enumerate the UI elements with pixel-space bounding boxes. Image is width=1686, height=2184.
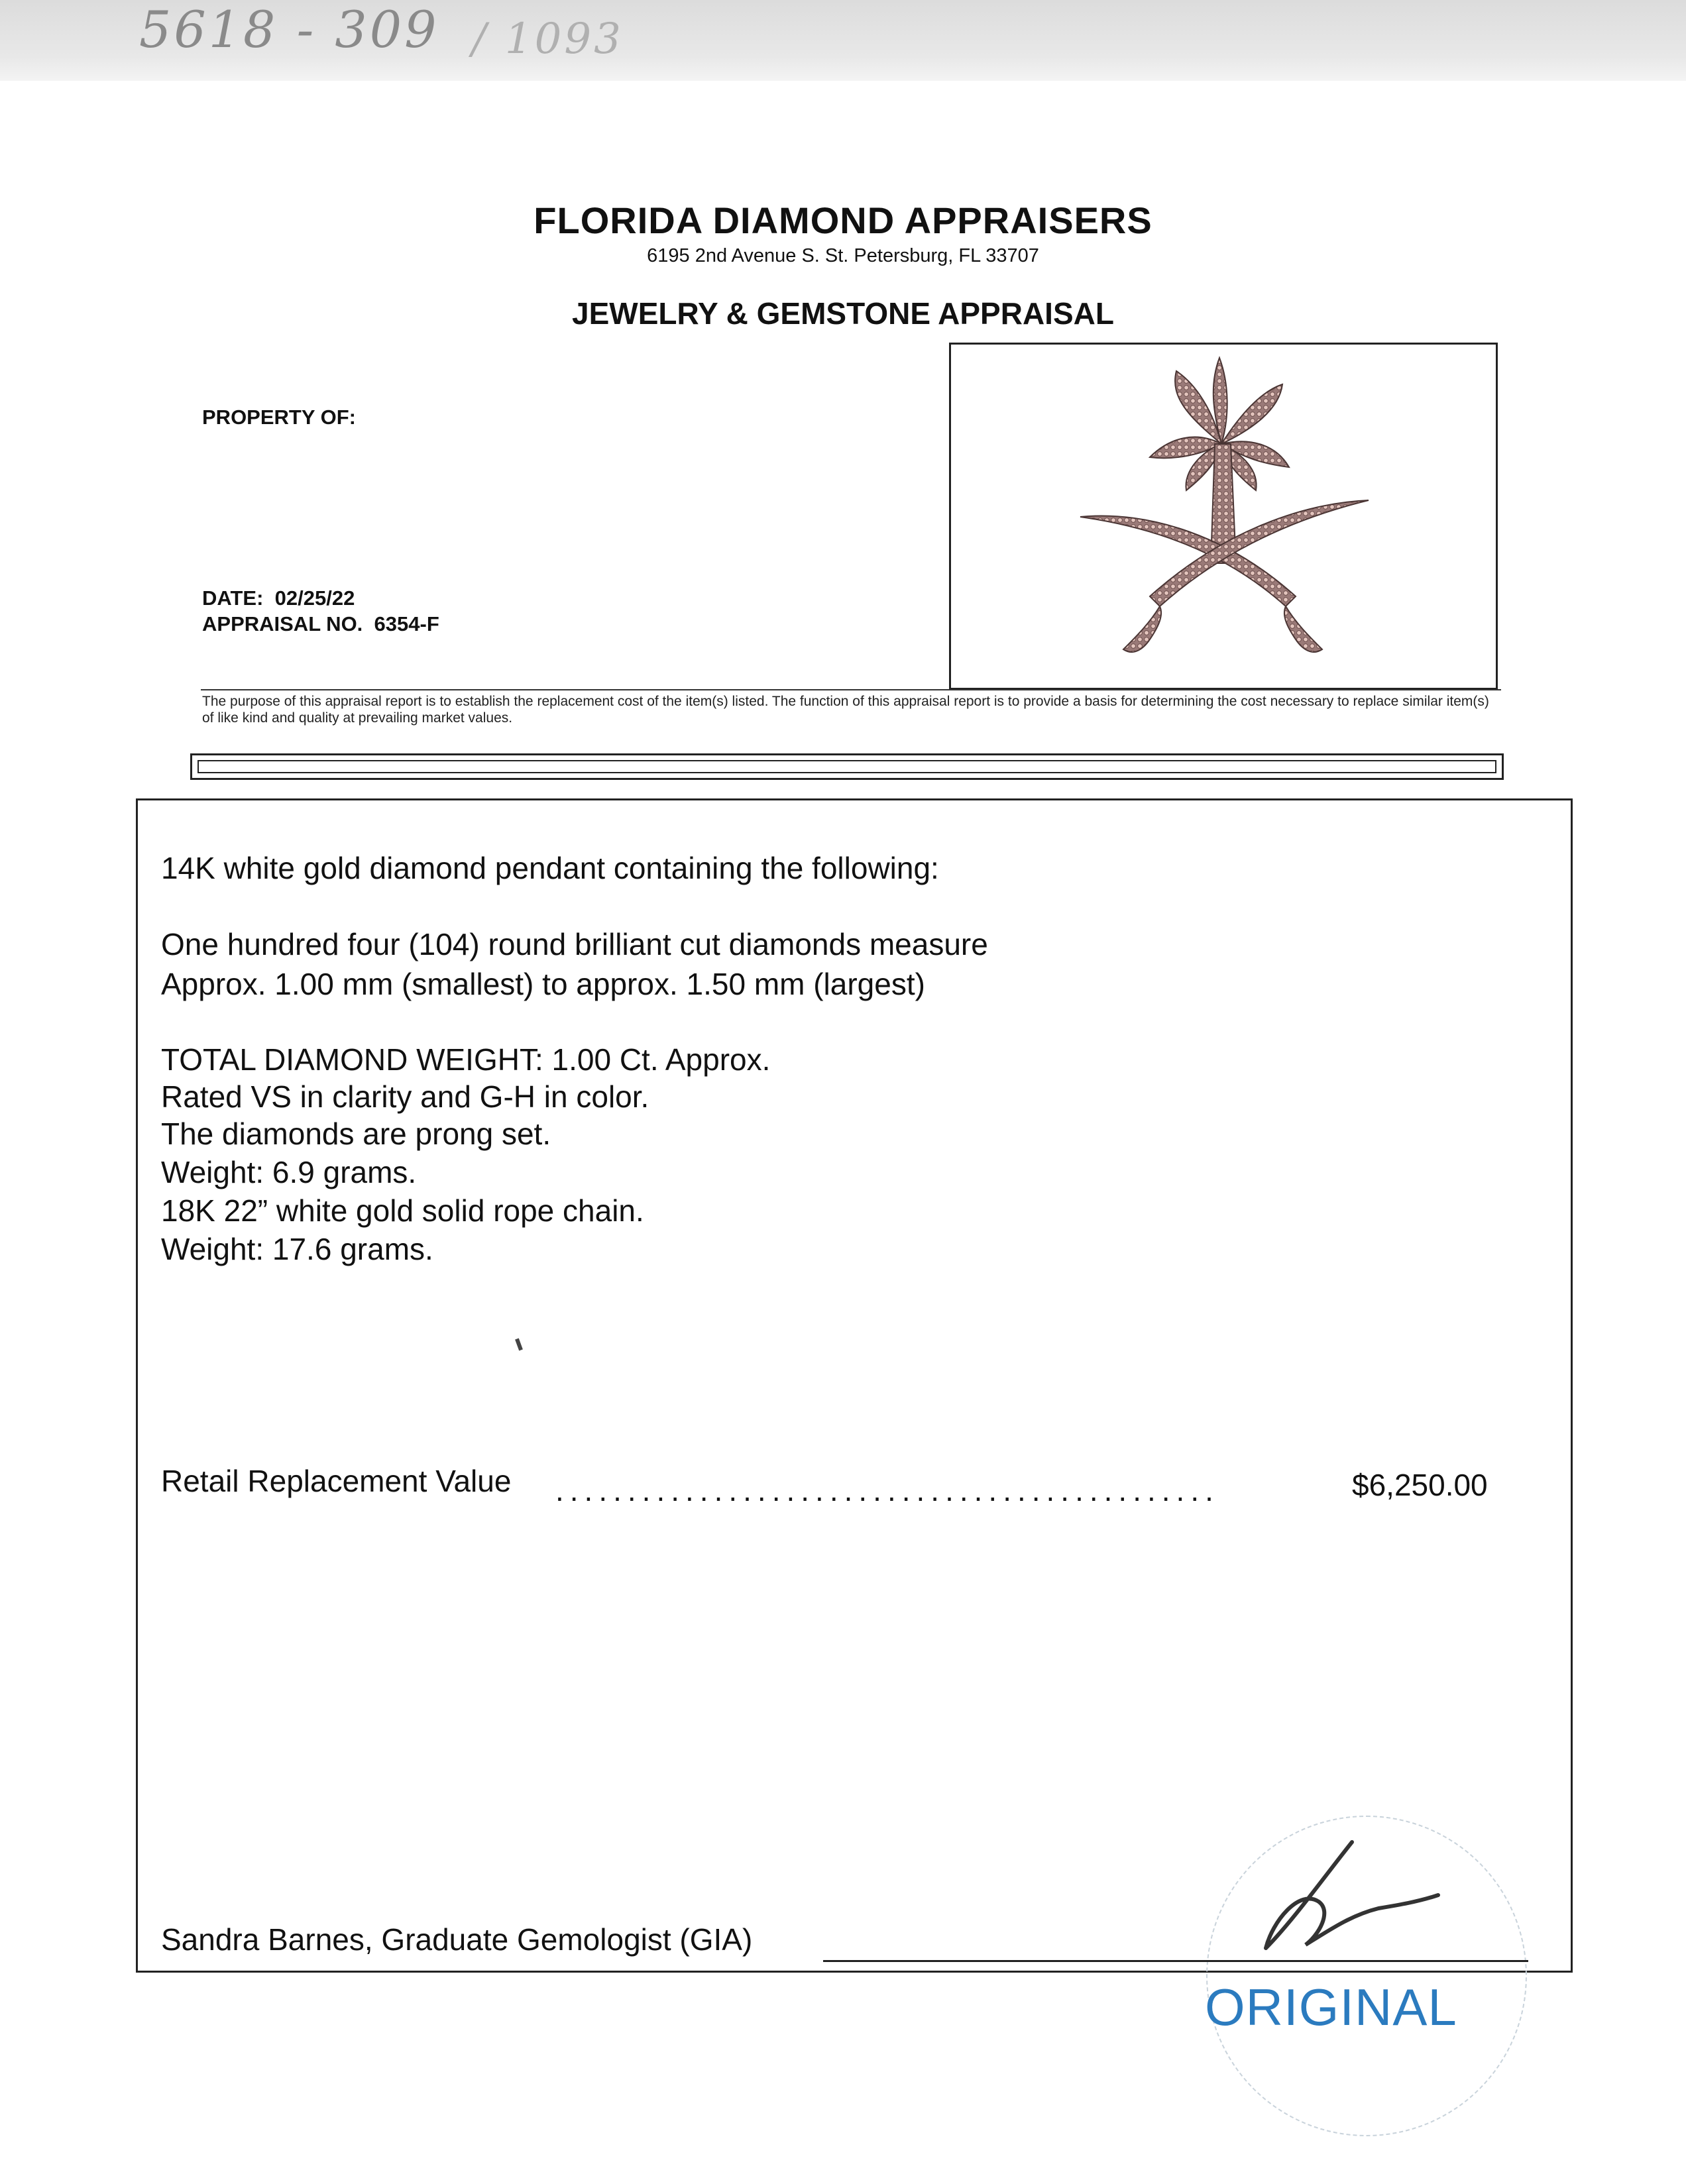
section-divider-bar [190, 753, 1504, 780]
left-hilt [1284, 606, 1322, 652]
handwritten-note-2: / 1093 [472, 15, 624, 64]
valuation-leader-dots: .............................................. [555, 1473, 1219, 1507]
right-hilt [1123, 606, 1161, 652]
handwritten-note: 5618 - 309 [139, 0, 439, 59]
date-value: 02/25/22 [274, 586, 355, 610]
description-line: One hundred four (104) round brilliant cut diamonds measure [161, 927, 988, 961]
company-name: FLORIDA DIAMOND APPRAISERS [534, 199, 1152, 241]
description-line: Approx. 1.00 mm (smallest) to approx. 1.50 mm (largest) [161, 967, 925, 1001]
property-label: PROPERTY OF: [202, 406, 356, 429]
signature-image [1246, 1829, 1445, 1961]
description-line: The diamonds are prong set. [161, 1117, 551, 1151]
description-line: Weight: 17.6 grams. [161, 1232, 433, 1266]
date-field [202, 586, 355, 610]
appraisal-value: 6354-F [374, 612, 439, 635]
valuation-label: Retail Replacement Value [161, 1464, 512, 1498]
original-stamp: ORIGINAL [1205, 1978, 1457, 2036]
valuation-amount: $6,250.00 [1352, 1468, 1488, 1502]
item-photo-frame [949, 343, 1498, 690]
description-line: Rated VS in clarity and G-H in color. [161, 1079, 649, 1114]
disclaimer-text: The purpose of this appraisal report is to establish the replacement cost of the item(s) listed. The function of this appraisal report is to provide a basis for determining the cost necessary to replace similar item(s) of like kind and quality at prevailing market values. [202, 694, 1489, 726]
palm-swords-pendant-image [951, 345, 1496, 688]
description-line: 18K 22” white gold solid rope chain. [161, 1193, 644, 1228]
appraisal-label: APPRAISAL NO. [202, 612, 363, 635]
description-line: 14K white gold diamond pendant containing the following: [161, 851, 939, 885]
signature-line [823, 1960, 1528, 1962]
document-title: JEWELRY & GEMSTONE APPRAISAL [572, 296, 1114, 331]
description-line: Weight: 6.9 grams. [161, 1155, 417, 1189]
appraisal-number-field [202, 612, 439, 636]
right-sword [1150, 500, 1369, 606]
disclaimer-rule [201, 689, 1501, 690]
date-label: DATE: [202, 586, 264, 610]
company-address: 6195 2nd Avenue S. St. Petersburg, FL 33707 [647, 245, 1039, 266]
signer-name: Sandra Barnes, Graduate Gemologist (GIA) [161, 1922, 753, 1957]
description-line: TOTAL DIAMOND WEIGHT: 1.00 Ct. Approx. [161, 1042, 771, 1077]
